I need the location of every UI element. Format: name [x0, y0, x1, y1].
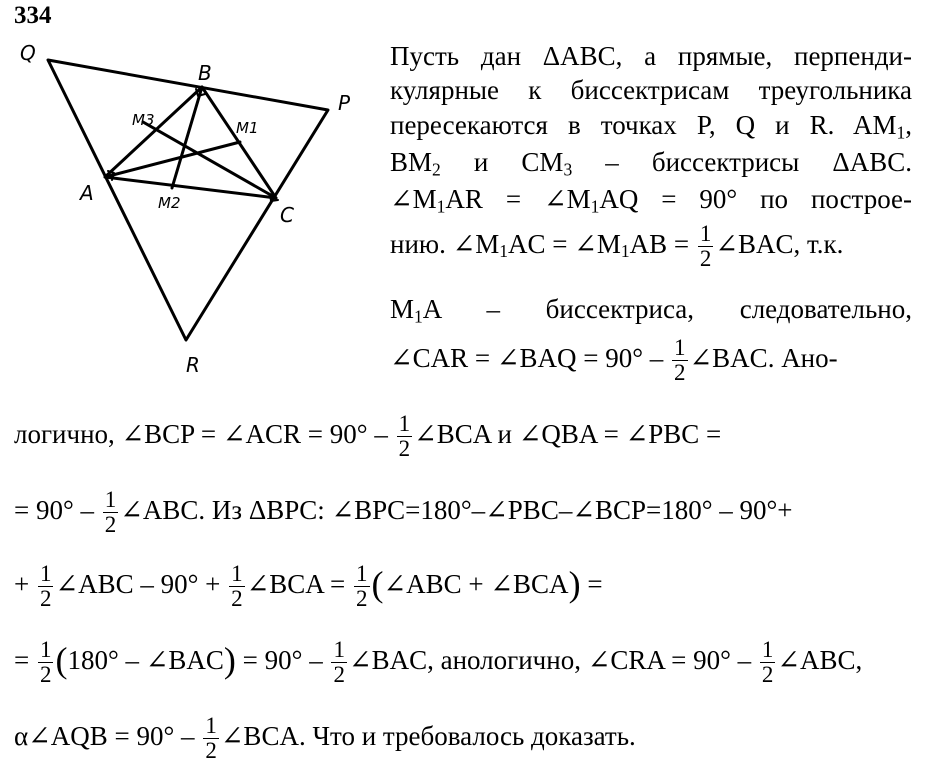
text-line-13: α∠AQB = 90° – $\frac{1}{2}$ ∠BCA. Что и требовалось доказать. [14, 713, 636, 764]
label-c: C [280, 203, 294, 227]
fraction: $\frac{1}{2}$ [699, 221, 712, 272]
fraction: $\frac{1}{2}$ [761, 637, 774, 688]
text-line-2: кулярные к биссектрисам треугольника [390, 75, 912, 105]
fraction: $\frac{1}{2}$ [39, 637, 52, 688]
text-line-7: $M_1A$ – биссектриса, следовательно, [390, 294, 912, 327]
label-b: B [198, 61, 212, 85]
fraction: $\frac{1}{2}$ [205, 713, 217, 764]
fraction: $\frac{1}{2}$ [674, 335, 686, 386]
text-line-4: $BM_2$ и $CM_3$ – биссектрисы ΔABC. [390, 147, 913, 180]
triangle-figure [8, 30, 368, 380]
label-r: R [186, 353, 200, 377]
fraction: $\frac{1}{2}$ [39, 561, 52, 612]
fraction: $\frac{1}{2}$ [398, 411, 411, 462]
fraction: $\frac{1}{2}$ [333, 637, 345, 688]
text-line-3: пересекаются в точках P, Q и R. $AM_1$, [390, 110, 912, 143]
label-p: P [338, 91, 351, 115]
text-line-9: логично, ∠BCP = ∠ACR = 90° – $\frac{1}{2}$ ∠BCA и ∠QBA = ∠PBC = [14, 411, 722, 462]
triangle-abc [105, 87, 276, 198]
text-line-10: = 90° – $\frac{1}{2}$ ∠ABC. Из ΔBPC: ∠BPC=180°–∠PBC–∠BCP=180° – 90°+ [14, 487, 793, 538]
label-m2: M2 [158, 194, 181, 212]
text-line-11: + $\frac{1}{2}$ ∠ABC – 90° + $\frac{1}{2}$ ∠BCA = $\frac{1}{2}$ (∠ABC + ∠BCA) = [14, 561, 603, 612]
fraction: $\frac{1}{2}$ [104, 487, 117, 538]
problem-number: 334 [14, 2, 52, 29]
text-line-12: = $\frac{1}{2}$ (180° – ∠BAC) = 90° – $\frac{1}{2}$ ∠BAC, анологично, ∠CRA = 90° – $\frac{1}{2}$ ∠ABC, [14, 637, 863, 688]
text-line-5: $\angle M_1AR$ = $\angle M_1AQ = 90^\circ$ по построе- [390, 184, 912, 217]
text-line-8: ∠CAR = ∠BAQ = 90° – $\frac{1}{2}$ ∠BAC. Ано- [390, 335, 838, 386]
fraction: $\frac{1}{2}$ [356, 561, 368, 612]
fraction: $\frac{1}{2}$ [231, 561, 243, 612]
label-m1: M1 [236, 119, 259, 137]
label-a: A [80, 181, 94, 205]
label-m3: M3 [132, 111, 155, 129]
text-line-1: Пусть дан ΔABC, а прямые, перпенди- [390, 41, 912, 71]
label-q: Q [20, 41, 36, 65]
text-line-6: нию. $\angle M_1AC$ = $\angle M_1AB$ = $\frac{1}{2}$ ∠BAC, т.к. [390, 221, 844, 272]
